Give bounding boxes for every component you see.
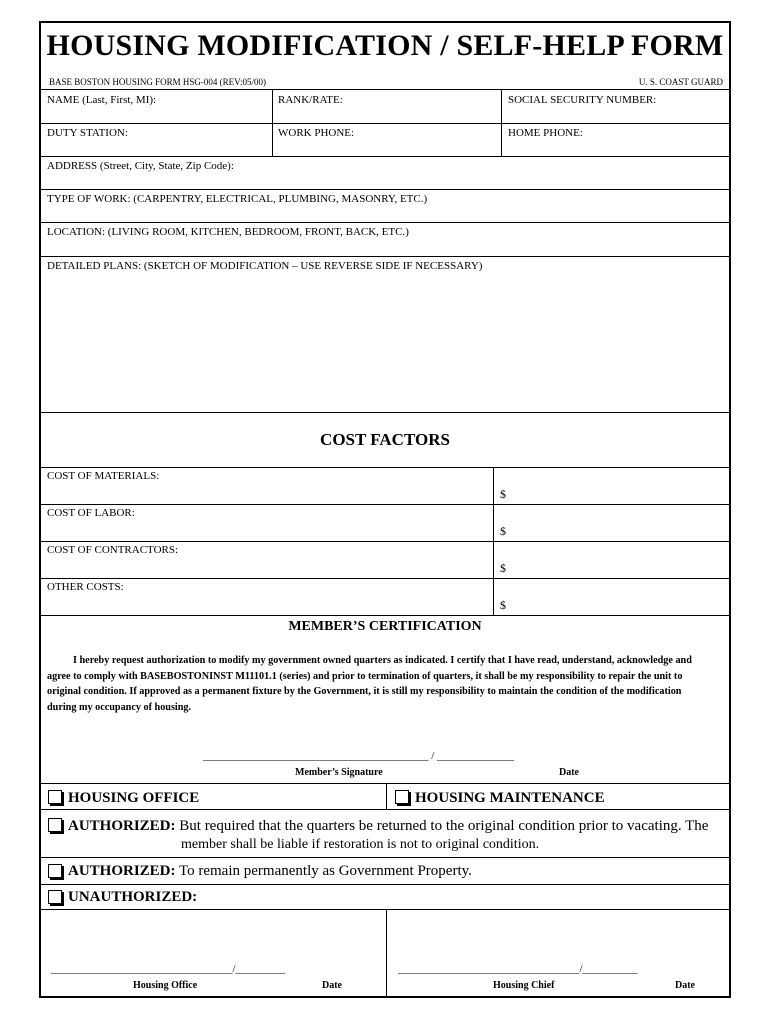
member-certification-heading: MEMBER’S CERTIFICATION: [288, 619, 482, 634]
unauthorized-label: UNAUTHORIZED:: [68, 889, 198, 905]
authorized-restore-label: AUTHORIZED: But required that the quarters be returned to the original condition prior to vacating. The: [68, 818, 709, 834]
authorized-permanent-label: AUTHORIZED: To remain permanently as Government Property.: [68, 863, 472, 879]
certification-text: [47, 653, 709, 715]
housing-office-checkbox[interactable]: [48, 790, 62, 804]
housing-office-date-label: Date: [322, 980, 342, 991]
home-phone-field[interactable]: HOME PHONE:: [508, 127, 583, 139]
rank-field[interactable]: RANK/RATE:: [278, 94, 343, 106]
housing-office-signature-line[interactable]: _________________________________/_________: [51, 963, 286, 975]
address-field[interactable]: ADDRESS (Street, City, State, Zip Code):: [47, 160, 234, 172]
divider: [41, 256, 729, 257]
cost-of-labor-label: COST OF LABOR:: [47, 507, 135, 519]
member-signature-label: Member’s Signature: [295, 767, 383, 778]
housing-maintenance-label: HOUSING MAINTENANCE: [415, 790, 605, 806]
divider: [41, 504, 729, 505]
form-subheader: [49, 77, 723, 87]
work-phone-field[interactable]: WORK PHONE:: [278, 127, 355, 139]
detailed-plans-field[interactable]: DETAILED PLANS: (SKETCH OF MODIFICATION – USE REVERSE SIDE IF NECESSARY): [47, 260, 483, 272]
divider: [41, 783, 729, 784]
column-divider: [386, 909, 387, 998]
other-costs-label: OTHER COSTS:: [47, 581, 124, 593]
divider: [41, 89, 729, 90]
divider: [41, 222, 729, 223]
cost-of-materials-amount[interactable]: $: [500, 487, 506, 501]
divider: [41, 857, 729, 858]
housing-chief-signature-line[interactable]: _________________________________/__________: [398, 963, 638, 975]
cost-of-contractors-amount[interactable]: $: [500, 561, 506, 575]
form-id: BASE BOSTON HOUSING FORM HSG-004 (REV:05/00): [49, 77, 266, 87]
cost-factors-heading: COST FACTORS: [320, 430, 450, 449]
divider: [41, 578, 729, 579]
column-divider: [386, 783, 387, 809]
divider: [41, 884, 729, 885]
name-field[interactable]: NAME (Last, First, MI):: [47, 94, 157, 106]
member-signature-line[interactable]: _________________________________________ / ______________: [203, 750, 515, 762]
authorized-restore-text-continued: member shall be liable if restoration is not to original condition.: [181, 837, 540, 852]
location-field[interactable]: LOCATION: (LIVING ROOM, KITCHEN, BEDROOM, FRONT, BACK, ETC.): [47, 226, 409, 238]
housing-modification-form: [39, 21, 731, 998]
divider: [41, 467, 729, 468]
housing-office-label: HOUSING OFFICE: [68, 790, 200, 806]
column-divider: [501, 89, 502, 156]
cost-of-contractors-label: COST OF CONTRACTORS:: [47, 544, 179, 556]
divider: [41, 909, 729, 910]
ssn-field[interactable]: SOCIAL SECURITY NUMBER:: [508, 94, 657, 106]
type-of-work-field[interactable]: TYPE OF WORK: (CARPENTRY, ELECTRICAL, PLUMBING, MASONRY, ETC.): [47, 193, 428, 205]
form-title: HOUSING MODIFICATION / SELF-HELP FORM: [46, 29, 724, 62]
member-date-label: Date: [559, 767, 579, 778]
housing-office-signature-label: Housing Office: [133, 980, 198, 991]
agency-name: U. S. COAST GUARD: [638, 77, 723, 87]
divider: [41, 412, 729, 413]
divider: [41, 156, 729, 157]
divider: [41, 809, 729, 810]
other-costs-amount[interactable]: $: [500, 598, 506, 612]
divider: [41, 189, 729, 190]
certification-paragraph: I hereby request authorization to modify my government owned quarters as indicated. I certify that I have read, understand, acknowledge and agree to comply with BASEBOSTONINST M11101.1 (series) and prior to termination of quarters, it shall be my responsibility to repair the unit to original condition. If approved as a permanent fixture by the Government, it is still my responsibility to maintain the condition of the modification during my occupancy of housing.: [47, 655, 692, 713]
housing-chief-date-label: Date: [675, 980, 695, 991]
cost-of-materials-label: COST OF MATERIALS:: [47, 470, 160, 482]
column-divider: [272, 89, 273, 156]
authorized-permanent-checkbox[interactable]: [48, 864, 62, 878]
housing-chief-signature-label: Housing Chief: [493, 980, 555, 991]
divider: [41, 541, 729, 542]
housing-maintenance-checkbox[interactable]: [395, 790, 409, 804]
divider: [41, 615, 729, 616]
duty-station-field[interactable]: DUTY STATION:: [47, 127, 128, 139]
column-divider: [493, 467, 494, 615]
authorized-restore-checkbox[interactable]: [48, 818, 62, 832]
divider: [41, 123, 729, 124]
cost-of-labor-amount[interactable]: $: [500, 524, 506, 538]
unauthorized-checkbox[interactable]: [48, 890, 62, 904]
